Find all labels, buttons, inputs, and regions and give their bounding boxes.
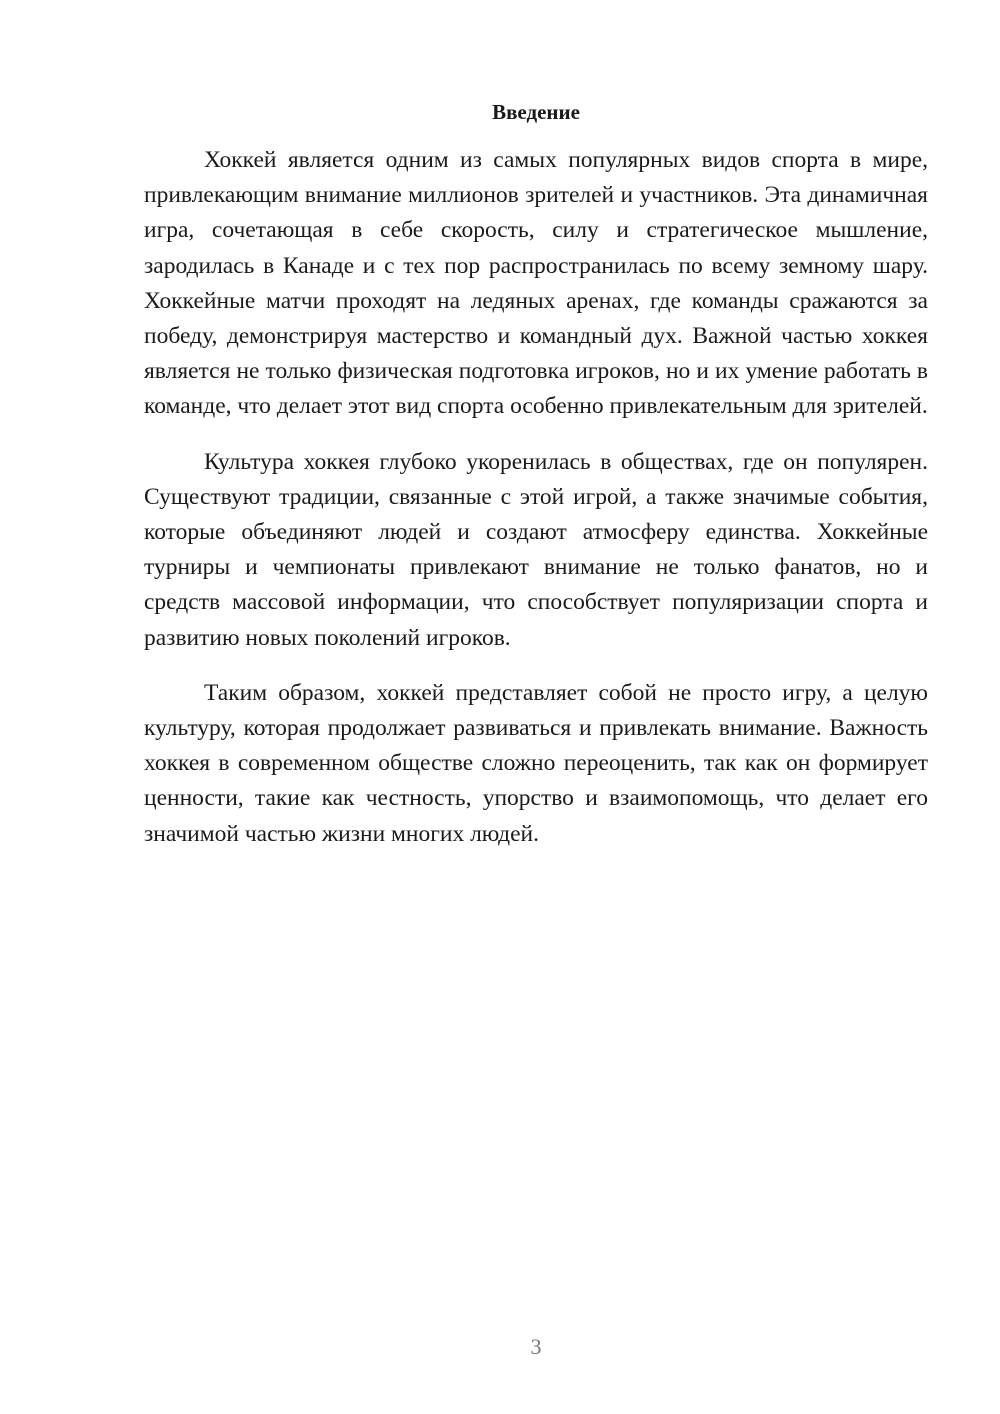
section-heading: Введение (492, 100, 580, 124)
paragraph-1: Хоккей является одним из самых популярных видов спорта в мире, привлекающим внимание миллионов зрителей и участников. Эта динамичная игра, сочетающая в себе скорость, силу и стратегическое мышление, зародилась в Канаде и с тех пор распространилась по всему земному шару. Хоккейные матчи проходят на ледяных аренах, где команды сражаются за победу, демонстрируя мастерство и командный дух. Важной частью хоккея является не только физическая подготовка игроков, но и их умение работать в команде, что делает этот вид спорта особенно привлекательным для зрителей. (144, 147, 928, 420)
page-number: 3 (530, 1334, 542, 1359)
document-body (144, 143, 928, 872)
paragraph-2: Культура хоккея глубоко укоренилась в обществах, где он популярен. Существуют традиции, связанные с этой игрой, а также значимые события, которые объединяют людей и создают атмосферу единства. Хоккейные турниры и чемпионаты привлекают внимание не только фанатов, но и средств массовой информации, что способствует популяризации спорта и развитию новых поколений игроков. (144, 448, 928, 651)
paragraph-3: Таким образом, хоккей представляет собой не просто игру, а целую культуру, которая продолжает развиваться и привлекать внимание. Важность хоккея в современном обществе сложно переоценить, так как он формирует ценности, такие как честность, упорство и взаимопомощь, что делает его значимой частью жизни многих людей. (144, 679, 928, 847)
